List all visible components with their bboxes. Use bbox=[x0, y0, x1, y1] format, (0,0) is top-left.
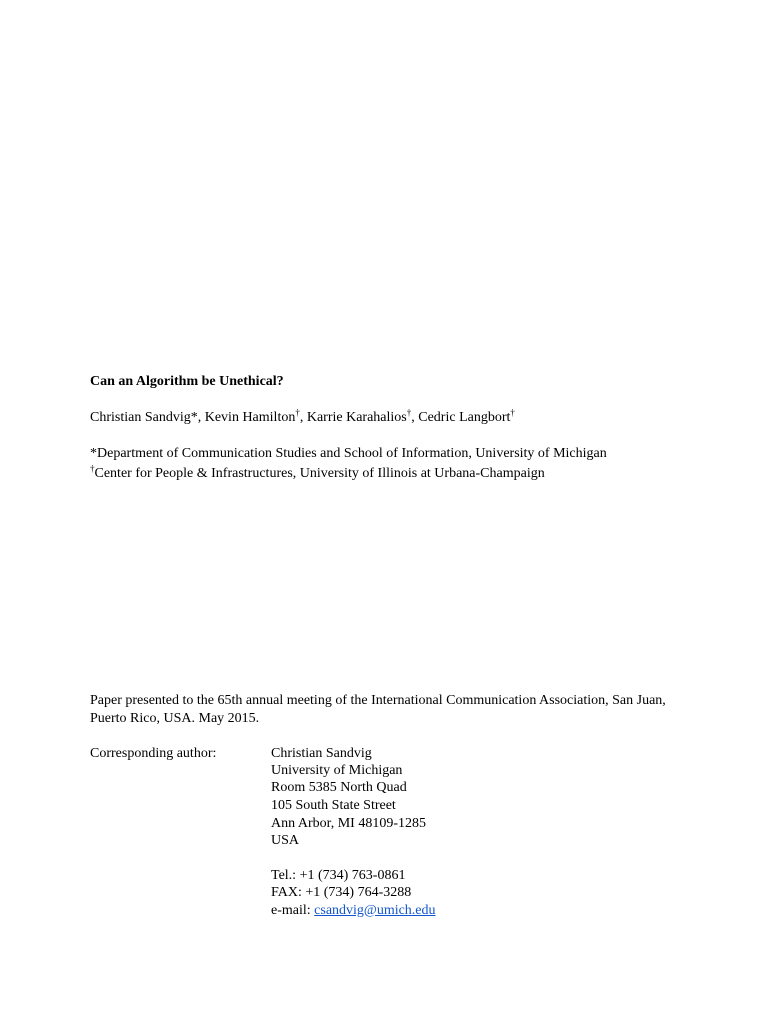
telephone: Tel.: +1 (734) 763-0861 bbox=[271, 868, 406, 883]
author-name: Kevin Hamilton bbox=[204, 410, 296, 425]
address-line: Room 5385 North Quad bbox=[271, 780, 407, 795]
address-line: 105 South State Street bbox=[271, 798, 396, 813]
presentation-note-line2: Puerto Rico, USA. May 2015. bbox=[90, 711, 260, 726]
address-line: Ann Arbor, MI 48109-1285 bbox=[271, 816, 426, 831]
author-name: Cedric Langbort bbox=[418, 410, 511, 425]
affiliation-text: Center for People & Infrastructures, University of Illinois at Urbana-Champaign bbox=[94, 466, 545, 481]
author-separator: , bbox=[411, 410, 419, 425]
author-separator: , bbox=[299, 410, 307, 425]
affiliation-text: Department of Communication Studies and School of Information, University of Michigan bbox=[97, 446, 607, 461]
paper-title: Can an Algorithm be Unethical? bbox=[90, 374, 284, 389]
affiliation-michigan bbox=[90, 445, 607, 463]
author-mark: † bbox=[295, 407, 300, 418]
address-line: University of Michigan bbox=[271, 763, 403, 778]
author-name: Karrie Karahalios bbox=[306, 410, 407, 425]
address-line: Christian Sandvig bbox=[271, 746, 372, 761]
email-line bbox=[271, 902, 436, 920]
address-line: USA bbox=[271, 833, 300, 848]
author-name: Christian Sandvig bbox=[90, 410, 191, 425]
affiliation-illinois bbox=[90, 465, 545, 483]
email-link[interactable]: csandvig@umich.edu bbox=[314, 903, 436, 918]
presentation-note-line1: Paper presented to the 65th annual meeting of the International Communication Association, San Juan, bbox=[90, 693, 666, 708]
fax: FAX: +1 (734) 764-3288 bbox=[271, 885, 412, 900]
corresponding-author-label: Corresponding author: bbox=[90, 746, 217, 761]
affiliation-mark: † bbox=[90, 463, 95, 474]
author-mark: * bbox=[190, 410, 198, 425]
author-list bbox=[90, 409, 515, 427]
email-label: e-mail: bbox=[271, 903, 315, 918]
affiliation-mark: * bbox=[90, 446, 97, 461]
author-separator: , bbox=[197, 410, 205, 425]
author-mark: † bbox=[406, 407, 412, 418]
author-mark: † bbox=[510, 407, 515, 418]
